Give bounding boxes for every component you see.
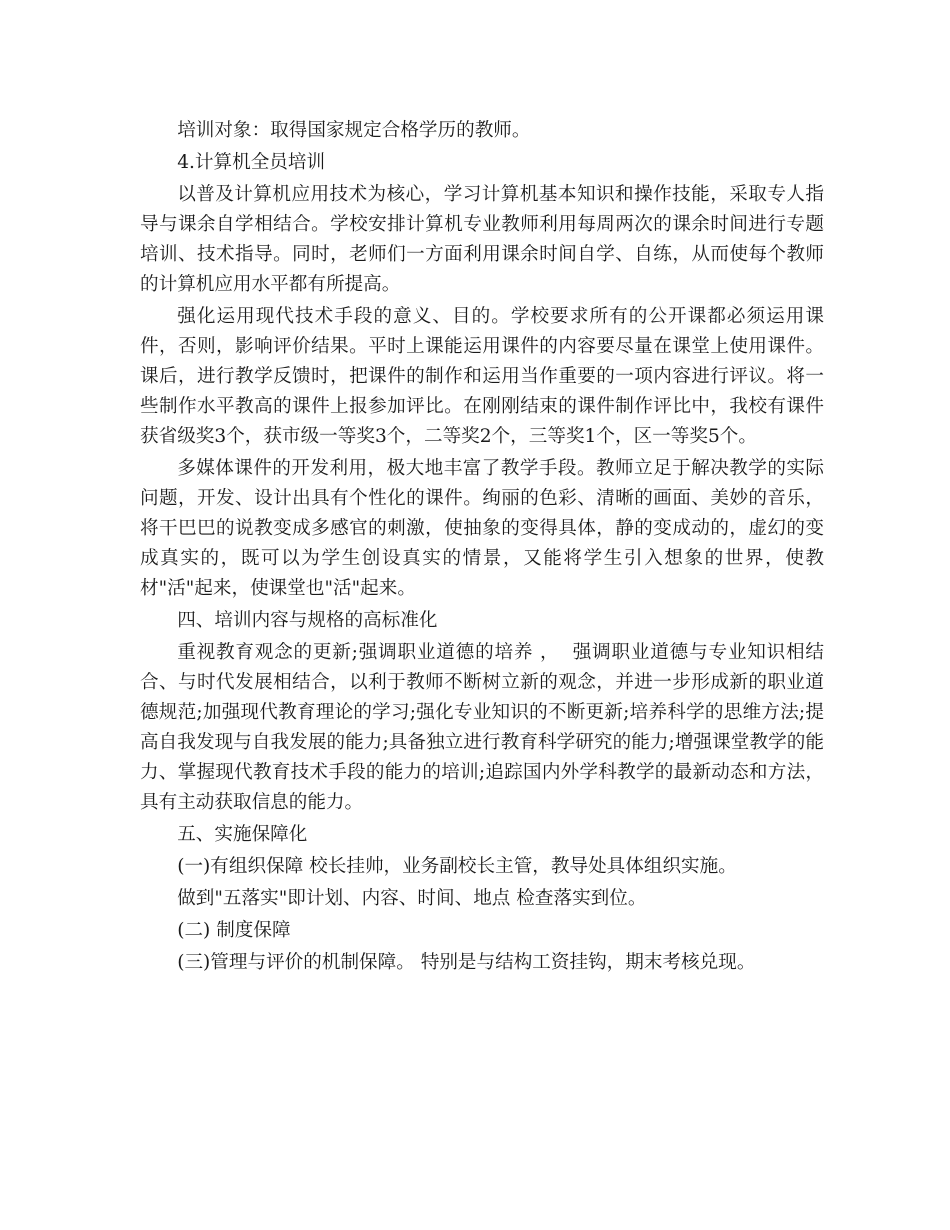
heading-section-four: 四、培训内容与规格的高标准化 [177,610,438,631]
paragraph-training-content: 重视教育观念的更新;强调职业道德的培养 ， 强调职业道德与专业知识相结合、与时代发展相结合，以利于教师不断树立新的观念，并进一步形成新的职业道德规范;加强现代教育理论的学习;强化专业知识的不断更新;培养科学的思维方法;提高自我发现与自我发展的能力;具备独立进行教育科学研究的能力;增强课堂教学的能力、掌握现代教育技术手段的能力的培训;追踪国内外学科教学的最新动态和方法，具有主动获取信息的能力。 [140,642,824,813]
paragraph-modern-techniques: 强化运用现代技术手段的意义、目的。学校要求所有的公开课都必须运用课件，否则，影响评价结果。平时上课能运用课件的内容要尽量在课堂上使用课件。课后，进行教学反馈时，把课件的制作和运用当作重要的一项内容进行评议。将一些制作水平教高的课件上报参加评比。在刚刚结束的课件制作评比中，我校有课件获省级奖3个，获市级一等奖3个，二等奖2个，三等奖1个，区一等奖5个。 [140,306,824,447]
heading-section-five: 五、实施保障化 [177,824,308,845]
paragraph-management-guarantee: (三)管理与评价的机制保障。 特别是与结构工资挂钩，期末考核兑现。 [177,952,756,973]
paragraph-multimedia: 多媒体课件的开发利用，极大地丰富了教学手段。教师立足于解决教学的实际问题，开发、设计出具有个性化的课件。绚丽的色彩、清晰的画面、美妙的音乐，将干巴巴的说教变成多感官的刺激，使抽象的变得具体，静的变成动的，虚幻的变成真实的，既可以为学生创设真实的情景，又能将学生引入想象的世界，使教材"活"起来，使课堂也"活"起来。 [140,458,824,599]
paragraph-computer-training: 以普及计算机应用技术为核心，学习计算机基本知识和操作技能，采取专人指导与课余自学相结合。学校安排计算机专业教师利用每周两次的课余时间进行专题培训、技术指导。同时，老师们一方面利用课余时间自学、自练，从而使每个教师的计算机应用水平都有所提高。 [140,184,824,295]
paragraph-five-implementations: 做到"五落实"即计划、内容、时间、地点 检查落实到位。 [177,888,647,909]
paragraph-training-target: 培训对象：取得国家规定合格学历的教师。 [177,120,531,141]
paragraph-organization-guarantee: (一)有组织保障 校长挂帅，业务副校长主管，教导处具体组织实施。 [177,856,737,877]
document-body [140,116,824,978]
heading-computer-training: 4.计算机全员培训 [177,152,326,173]
paragraph-system-guarantee: (二) 制度保障 [177,920,291,941]
